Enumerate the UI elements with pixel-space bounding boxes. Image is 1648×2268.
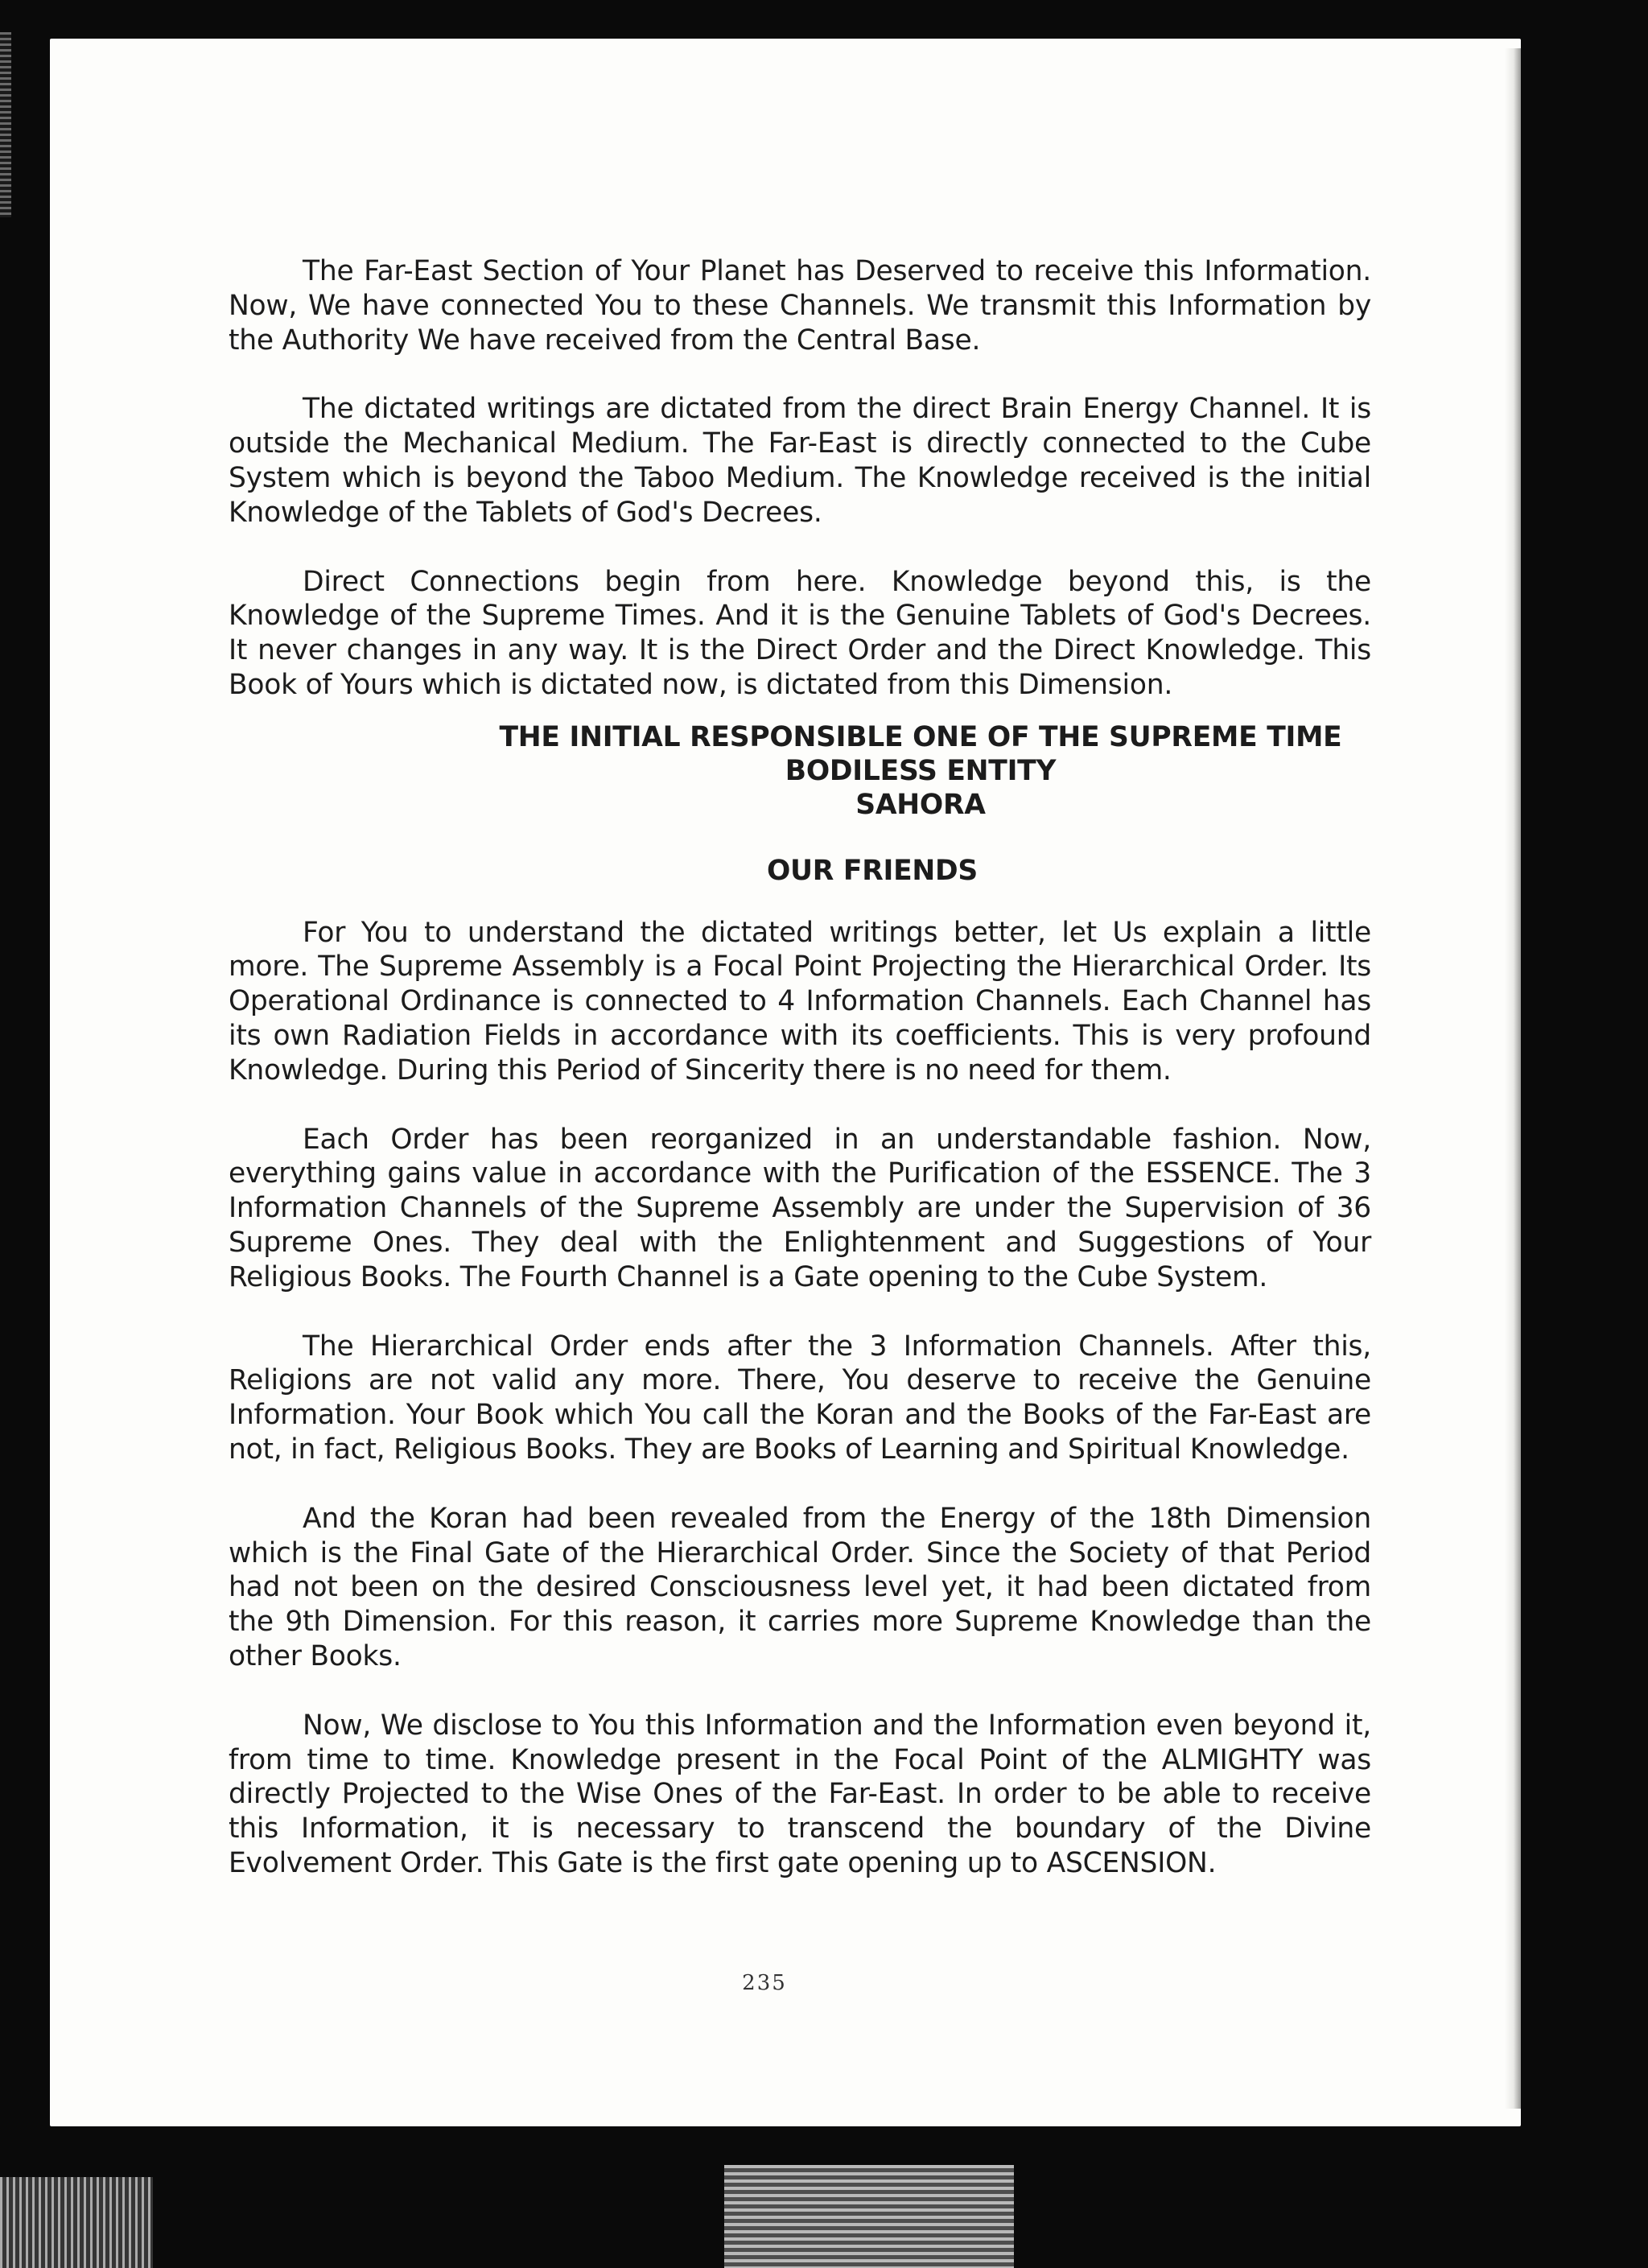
signature-entity: BODILESS ENTITY [785, 754, 1057, 787]
paragraph-7: And the Koran had been revealed from the Energy of the 18th Dimension which is the Final Gate of the Hierarchical Order. Since the Society of that Period had not been on the desired Consciousness level yet, it had been dictated from the 9th Dimension. For this reason, it carries more Supreme Knowledge than the other Books. [229, 1502, 1371, 1672]
paragraph-4: For You to understand the dictated writings better, let Us explain a little more. The Supreme Assembly is a Focal Point Projecting the Hierarchical Order. Its Operational Ordinance is connected to 4 Information Channels. Each Channel has its own Radiation Fields in accordance with its coefficients. This is very profound Knowledge. During this Period of Sincerity there is no need for them. [229, 916, 1371, 1087]
page-number: 235 [742, 1971, 787, 1995]
paragraph-2: The dictated writings are dictated from the direct Brain Energy Channel. It is outside the Mechanical Medium. The Far-East is directly connected to the Cube System which is beyond the Taboo Medium. The Knowledge received is the initial Knowledge of the Tablets of God's Decrees. [229, 393, 1371, 529]
book-page [50, 39, 1521, 2126]
signature-title: THE INITIAL RESPONSIBLE ONE OF THE SUPREME TIME [499, 720, 1342, 753]
paragraph-6: The Hierarchical Order ends after the 3 Information Channels. After this, Religions are not valid any more. There, You deserve to receive the Genuine Information. Your Book which You call the Koran and the Books of the Far-East are not, in fact, Religious Books. They are Books of Learning and Spiritual Knowledge. [229, 1330, 1371, 1466]
section-heading: OUR FRIENDS [766, 854, 978, 887]
paragraph-1: The Far-East Section of Your Planet has Deserved to receive this Information. Now, We have connected You to these Channels. We transmit this Information by the Authority We have received from the Central Base. [229, 255, 1371, 357]
paragraph-5: Each Order has been reorganized in an understandable fashion. Now, everything gains value in accordance with the Purification of the ESSENCE. The 3 Information Channels of the Supreme Assembly are under the Supervision of 36 Supreme Ones. They deal with the Enlightenment and Suggestions of Your Religious Books. The Fourth Channel is a Gate opening to the Cube System. [229, 1123, 1371, 1293]
book-binding-edge [0, 32, 11, 217]
stacked-page-edges-bottom [724, 2165, 1014, 2268]
signature-name: SAHORA [855, 788, 986, 821]
signature-block [229, 720, 1371, 822]
page-curl-shadow [1505, 48, 1521, 2109]
paragraph-3: Direct Connections begin from here. Knowledge beyond this, is the Knowledge of the Supreme Times. And it is the Genuine Tablets of God's Decrees. It never changes in any way. It is the Direct Order and the Direct Knowledge. This Book of Yours which is dictated now, is dictated from this Dimension. [229, 565, 1371, 701]
paragraph-8: Now, We disclose to You this Information and the Information even beyond it, from time to time. Knowledge present in the Focal Point of the ALMIGHTY was directly Projected to the Wise Ones of the Far-East. In order to be able to receive this Information, it is necessary to transcend the boundary of the Divine Evolvement Order. This Gate is the first gate opening up to ASCENSION. [229, 1709, 1371, 1879]
stacked-page-edges-left [0, 2177, 153, 2268]
page-body [229, 254, 1371, 1915]
